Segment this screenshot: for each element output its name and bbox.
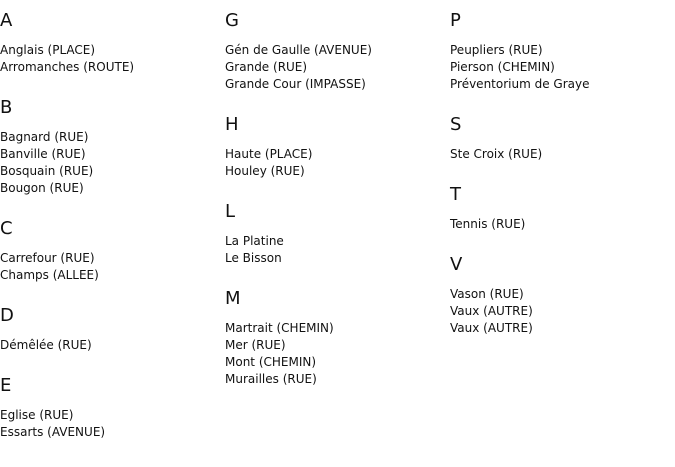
street-index-column bbox=[450, 0, 675, 337]
letter-section-m bbox=[225, 267, 450, 388]
street-item: Ste Croix (RUE) bbox=[450, 147, 543, 161]
letter-section-s bbox=[450, 93, 675, 163]
letter-heading: C bbox=[0, 218, 13, 239]
letter-heading: V bbox=[450, 254, 463, 275]
street-item: Eglise (RUE) bbox=[0, 408, 74, 422]
letter-heading: L bbox=[225, 201, 236, 222]
street-item: Champs (ALLEE) bbox=[0, 268, 99, 282]
letter-heading: M bbox=[225, 288, 241, 309]
letter-section-v bbox=[450, 233, 675, 337]
street-item: Essarts (AVENUE) bbox=[0, 425, 106, 439]
street-item: Grande (RUE) bbox=[225, 60, 308, 74]
letter-heading: E bbox=[0, 375, 12, 396]
street-item: Banville (RUE) bbox=[0, 147, 86, 161]
letter-heading: D bbox=[0, 305, 14, 326]
street-item: Démêlée (RUE) bbox=[0, 338, 92, 352]
street-index-column bbox=[225, 0, 450, 388]
street-item: Haute (PLACE) bbox=[225, 147, 313, 161]
street-item: Préventorium de Graye bbox=[450, 77, 590, 91]
street-item: Vaux (AUTRE) bbox=[450, 304, 533, 318]
letter-section-b bbox=[0, 76, 225, 197]
street-item: Bosquain (RUE) bbox=[0, 164, 94, 178]
letter-heading: B bbox=[0, 97, 13, 118]
letter-section-c bbox=[0, 197, 225, 284]
letter-heading: P bbox=[450, 10, 461, 31]
letter-section-g bbox=[225, 0, 450, 93]
street-item: Le Bisson bbox=[225, 251, 282, 265]
street-item: Vaux (AUTRE) bbox=[450, 321, 533, 335]
street-item: Gén de Gaulle (AVENUE) bbox=[225, 43, 372, 57]
street-item: Houley (RUE) bbox=[225, 164, 305, 178]
street-item: Murailles (RUE) bbox=[225, 372, 317, 386]
street-item: Carrefour (RUE) bbox=[0, 251, 95, 265]
letter-heading: T bbox=[450, 184, 461, 205]
letter-section-h bbox=[225, 93, 450, 180]
street-item: Bougon (RUE) bbox=[0, 181, 84, 195]
letter-heading: G bbox=[225, 10, 239, 31]
street-item: Grande Cour (IMPASSE) bbox=[225, 77, 366, 91]
street-item: Mont (CHEMIN) bbox=[225, 355, 317, 369]
letter-heading: H bbox=[225, 114, 239, 135]
street-item: Mer (RUE) bbox=[225, 338, 286, 352]
street-item: Arromanches (ROUTE) bbox=[0, 60, 135, 74]
street-item: La Platine bbox=[225, 234, 284, 248]
street-item: Vason (RUE) bbox=[450, 287, 524, 301]
street-item: Peupliers (RUE) bbox=[450, 43, 543, 57]
street-item: Tennis (RUE) bbox=[450, 217, 526, 231]
street-item: Pierson (CHEMIN) bbox=[450, 60, 555, 74]
street-item: Martrait (CHEMIN) bbox=[225, 321, 334, 335]
letter-heading: S bbox=[450, 114, 462, 135]
letter-section-d bbox=[0, 284, 225, 354]
letter-section-e bbox=[0, 354, 225, 441]
street-item: Anglais (PLACE) bbox=[0, 43, 96, 57]
letter-section-t bbox=[450, 163, 675, 233]
street-index-column bbox=[0, 0, 225, 441]
letter-section-p bbox=[450, 0, 675, 93]
letter-section-l bbox=[225, 180, 450, 267]
street-item: Bagnard (RUE) bbox=[0, 130, 89, 144]
letter-heading: A bbox=[0, 10, 13, 31]
letter-section-a bbox=[0, 0, 225, 76]
